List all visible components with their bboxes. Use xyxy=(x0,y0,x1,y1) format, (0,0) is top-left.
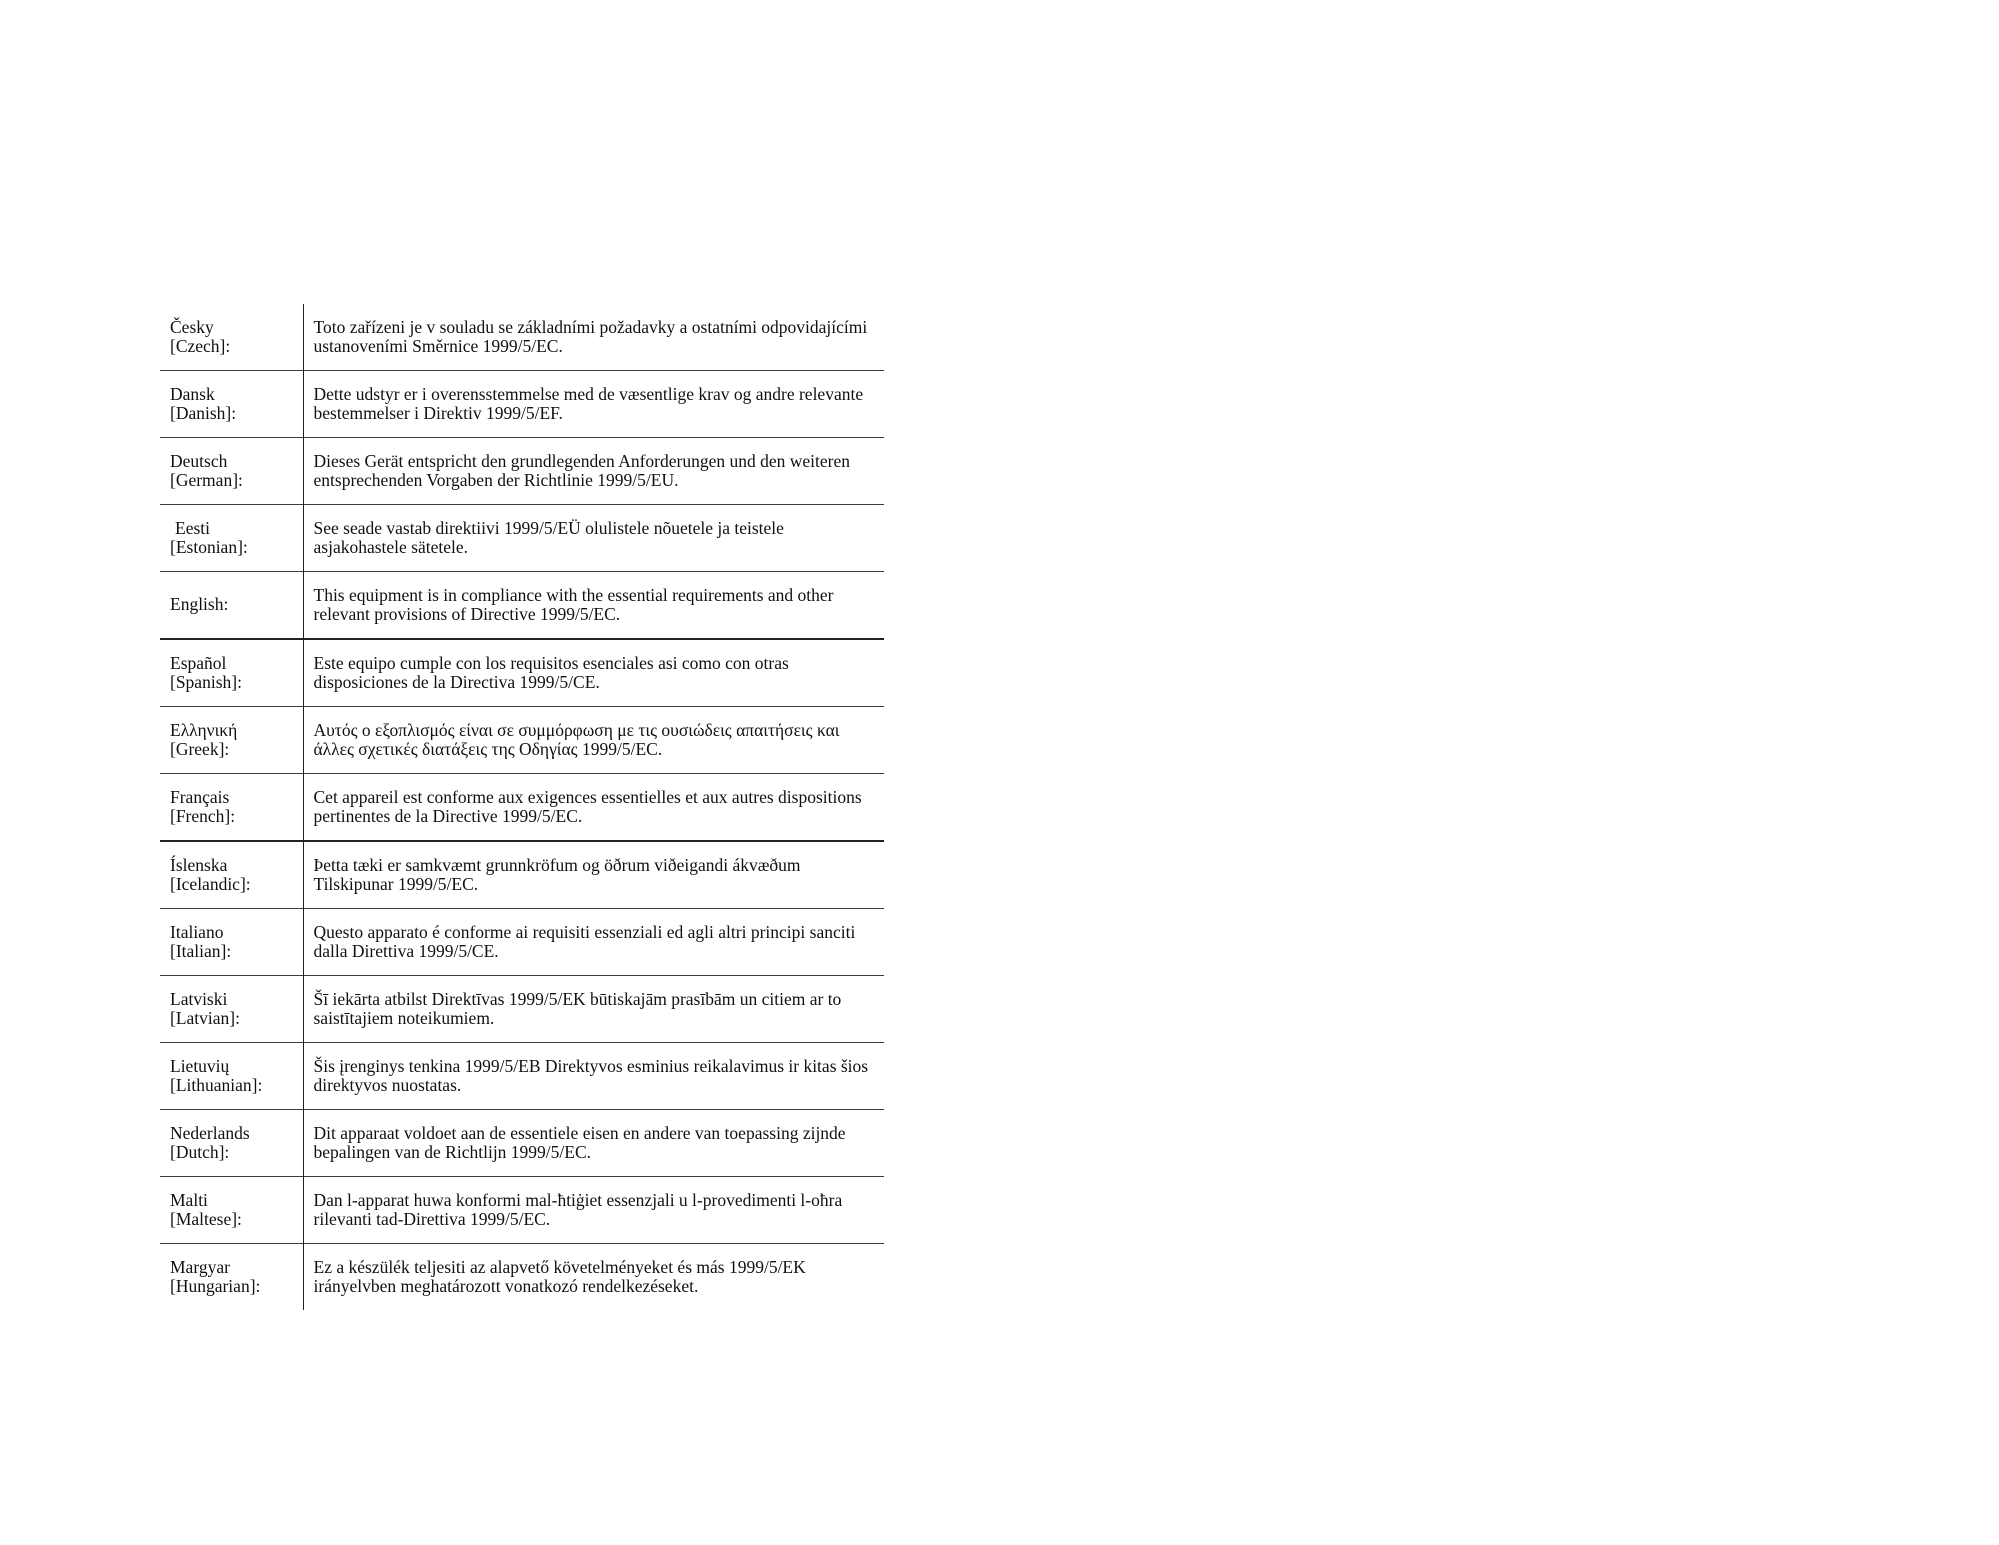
declaration-text: See seade vastab direktiivi 1999/5/EÜ olulistele nõuetele ja teistele asjakohastele sätetele. xyxy=(313,517,784,557)
declaration-text: Šis įrenginys tenkina 1999/5/EB Direktyvos esminius reikalavimus ir kitas šios direktyvos nuostatas. xyxy=(313,1055,869,1095)
declaration-text: Toto zařízeni je v souladu se základními požadavky a ostatními odpovidajícími ustanoveními Směrnice 1999/5/EC. xyxy=(313,316,868,356)
language-name: English: xyxy=(170,594,229,615)
table-row xyxy=(160,505,884,572)
language-name: Lietuvių xyxy=(170,1055,230,1076)
language-cell xyxy=(160,909,303,976)
declaration-text: Αυτός ο εξοπλισμός είναι σε συμμόρφωση με τις ουσιώδεις απαιτήσεις και άλλες σχετικές διατάξεις της Οδηγίας 1999/5/EC. xyxy=(313,719,840,759)
declaration-text: Dieses Gerät entspricht den grundlegenden Anforderungen und den weiteren entsprechenden Vorgaben der Richtlinie 1999/5/EU. xyxy=(313,450,850,490)
table-row xyxy=(160,371,884,438)
table-row xyxy=(160,1043,884,1110)
table-row xyxy=(160,774,884,842)
language-english-name: [Hungarian]: xyxy=(170,1276,261,1296)
language-english-name: [French]: xyxy=(170,806,236,826)
language-cell xyxy=(160,304,303,371)
language-cell xyxy=(160,1110,303,1177)
language-cell xyxy=(160,841,303,909)
table-row xyxy=(160,841,884,909)
language-english-name: [Maltese]: xyxy=(170,1209,242,1229)
table-row xyxy=(160,1110,884,1177)
language-name: Deutsch xyxy=(170,450,228,471)
declaration-text: Questo apparato é conforme ai requisiti essenziali ed agli altri principi sanciti dalla Direttiva 1999/5/CE. xyxy=(313,921,856,961)
language-english-name: [Estonian]: xyxy=(170,537,248,557)
declaration-text: Dit apparaat voldoet aan de essentiele eisen en andere van toepassing zijnde bepalingen van de Richtlijn 1999/5/EC. xyxy=(313,1122,846,1162)
language-english-name: [Icelandic]: xyxy=(170,874,251,894)
language-name: Eesti xyxy=(175,517,210,538)
language-cell xyxy=(160,371,303,438)
declaration-text: Este equipo cumple con los requisitos esenciales asi como con otras disposiciones de la Directiva 1999/5/CE. xyxy=(313,652,789,692)
declaration-text: Dette udstyr er i overensstemmelse med de væsentlige krav og andre relevante bestemmelser i Direktiv 1999/5/EF. xyxy=(313,383,864,423)
language-english-name: [Lithuanian]: xyxy=(170,1075,263,1095)
language-english-name: [Italian]: xyxy=(170,941,232,961)
declaration-text: Dan l-apparat huwa konformi mal-ħtiġiet essenzjali u l-provedimenti l-oħra rilevanti tad-Direttiva 1999/5/EC. xyxy=(313,1189,843,1229)
language-cell xyxy=(160,976,303,1043)
language-english-name: [Dutch]: xyxy=(170,1142,230,1162)
language-cell xyxy=(160,1177,303,1244)
language-english-name: [German]: xyxy=(170,470,243,490)
table-row xyxy=(160,707,884,774)
table-row xyxy=(160,1244,884,1311)
table-row xyxy=(160,639,884,707)
declaration-text: Ez a készülék teljesiti az alapvető követelményeket és más 1999/5/EK irányelvben meghatározott vonatkozó rendelkezéseket. xyxy=(313,1256,806,1296)
language-cell xyxy=(160,1043,303,1110)
language-name: Margyar xyxy=(170,1256,230,1277)
language-english-name: [Spanish]: xyxy=(170,672,242,692)
table-row xyxy=(160,572,884,640)
language-english-name: [Danish]: xyxy=(170,403,237,423)
declaration-table xyxy=(160,304,884,1310)
language-name: Dansk xyxy=(170,383,215,404)
language-cell xyxy=(160,639,303,707)
language-name: Français xyxy=(170,786,230,807)
language-cell xyxy=(160,505,303,572)
language-name: Italiano xyxy=(170,921,224,942)
declaration-text: Šī iekārta atbilst Direktīvas 1999/5/EK būtiskajām prasībām un citiem ar to saistītajiem noteikumiem. xyxy=(313,988,842,1028)
language-cell xyxy=(160,774,303,842)
language-english-name: [Greek]: xyxy=(170,739,230,759)
language-cell xyxy=(160,707,303,774)
table-row xyxy=(160,438,884,505)
language-name: Latviski xyxy=(170,988,228,1009)
language-english-name: [Latvian]: xyxy=(170,1008,240,1028)
language-name: Malti xyxy=(170,1189,208,1210)
language-name: Íslenska xyxy=(170,854,228,875)
table-row xyxy=(160,1177,884,1244)
declaration-text: Cet appareil est conforme aux exigences essentielles et aux autres dispositions pertinentes de la Directive 1999/5/EC. xyxy=(313,786,862,826)
language-name: Español xyxy=(170,652,227,673)
table-row xyxy=(160,976,884,1043)
language-name: Ελληνική xyxy=(170,719,238,740)
language-name: Nederlands xyxy=(170,1122,250,1143)
declaration-text: This equipment is in compliance with the essential requirements and other relevant provisions of Directive 1999/5/EC. xyxy=(313,584,834,624)
table-row xyxy=(160,304,884,371)
language-cell xyxy=(160,1244,303,1311)
language-cell xyxy=(160,438,303,505)
language-english-name: [Czech]: xyxy=(170,336,231,356)
declaration-text: Þetta tæki er samkvæmt grunnkröfum og öðrum viðeigandi ákvæðum Tilskipunar 1999/5/EC. xyxy=(313,854,801,894)
language-name: Česky xyxy=(170,316,214,337)
table-row xyxy=(160,909,884,976)
language-cell xyxy=(160,572,303,640)
